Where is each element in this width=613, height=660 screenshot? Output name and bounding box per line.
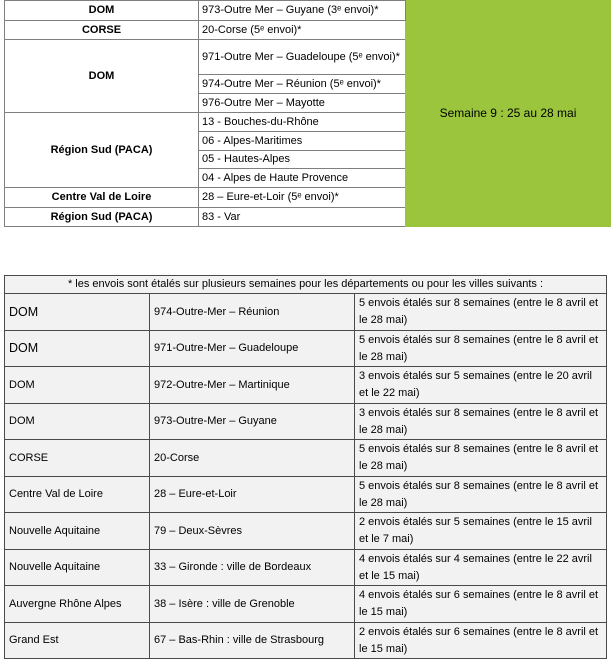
department-cell: 13 - Bouches-du-Rhône: [199, 113, 406, 132]
note-region: DOM: [5, 367, 150, 404]
note-region: Grand Est: [5, 623, 150, 659]
note-region: DOM: [5, 331, 150, 367]
note-description: 4 envois étalés sur 4 semaines (entre le 22 avril et le 15 mai): [355, 550, 607, 586]
note-department: 38 – Isère : ville de Grenoble: [150, 586, 355, 623]
note-region: Nouvelle Aquitaine: [5, 513, 150, 550]
region-cell: CORSE: [5, 21, 199, 40]
department-cell: 04 - Alpes de Haute Provence: [199, 169, 406, 188]
table-row: [5, 367, 607, 404]
note-region: Nouvelle Aquitaine: [5, 550, 150, 586]
note-department: 20-Corse: [150, 440, 355, 477]
department-cell: 976-Outre Mer – Mayotte: [199, 94, 406, 113]
table-row: [5, 294, 607, 331]
table-row: [5, 477, 607, 513]
week-label: Semaine 9 : 25 au 28 mai: [406, 1, 611, 227]
note-description: 3 envois étalés sur 5 semaines (entre le 20 avril et le 22 mai): [355, 367, 607, 404]
notes-header: * les envois sont étalés sur plusieurs semaines pour les départements ou pour les villes suivants :: [5, 276, 607, 294]
note-description: 2 envois étalés sur 6 semaines (entre le 8 avril et le 15 mai): [355, 623, 607, 659]
region-cell: Région Sud (PACA): [5, 113, 199, 188]
note-description: 5 envois étalés sur 8 semaines (entre le 8 avril et le 28 mai): [355, 477, 607, 513]
region-cell: Centre Val de Loire: [5, 188, 199, 208]
note-description: 4 envois étalés sur 6 semaines (entre le 8 avril et le 15 mai): [355, 586, 607, 623]
table-row: [5, 550, 607, 586]
region-cell: DOM: [5, 40, 199, 113]
department-cell: 974-Outre Mer – Réunion (5ᵉ envoi)*: [199, 75, 406, 94]
note-region: DOM: [5, 294, 150, 331]
note-department: 79 – Deux-Sèvres: [150, 513, 355, 550]
notes-table: [4, 275, 607, 659]
department-cell: 06 - Alpes-Maritimes: [199, 132, 406, 151]
note-department: 67 – Bas-Rhin : ville de Strasbourg: [150, 623, 355, 659]
table-row: [5, 623, 607, 659]
department-cell: 971-Outre Mer – Guadeloupe (5ᵉ envoi)*: [199, 40, 406, 75]
note-description: 5 envois étalés sur 8 semaines (entre le 8 avril et le 28 mai): [355, 440, 607, 477]
table-row: [5, 404, 607, 440]
note-department: 33 – Gironde : ville de Bordeaux: [150, 550, 355, 586]
note-department: 974-Outre-Mer – Réunion: [150, 294, 355, 331]
department-cell: 05 - Hautes-Alpes: [199, 151, 406, 169]
department-cell: 20-Corse (5ᵉ envoi)*: [199, 21, 406, 40]
table-row: [5, 440, 607, 477]
note-department: 972-Outre-Mer – Martinique: [150, 367, 355, 404]
note-region: Centre Val de Loire: [5, 477, 150, 513]
table-row: [5, 586, 607, 623]
note-region: DOM: [5, 404, 150, 440]
note-department: 971-Outre-Mer – Guadeloupe: [150, 331, 355, 367]
note-department: 28 – Eure-et-Loir: [150, 477, 355, 513]
region-cell: DOM: [5, 1, 199, 21]
note-region: CORSE: [5, 440, 150, 477]
note-department: 973-Outre-Mer – Guyane: [150, 404, 355, 440]
region-cell: Région Sud (PACA): [5, 208, 199, 227]
note-region: Auvergne Rhône Alpes: [5, 586, 150, 623]
department-cell: 83 - Var: [199, 208, 406, 227]
note-description: 2 envois étalés sur 5 semaines (entre le 15 avril et le 7 mai): [355, 513, 607, 550]
note-description: 5 envois étalés sur 8 semaines (entre le 8 avril et le 28 mai): [355, 294, 607, 331]
schedule-table: [4, 0, 611, 227]
note-description: 5 envois étalés sur 8 semaines (entre le 8 avril et le 28 mai): [355, 331, 607, 367]
department-cell: 28 – Eure-et-Loir (5ᵉ envoi)*: [199, 188, 406, 208]
department-cell: 973-Outre Mer – Guyane (3ᵉ envoi)*: [199, 1, 406, 21]
note-description: 3 envois étalés sur 8 semaines (entre le 8 avril et le 28 mai): [355, 404, 607, 440]
table-row: [5, 513, 607, 550]
table-row: [5, 331, 607, 367]
